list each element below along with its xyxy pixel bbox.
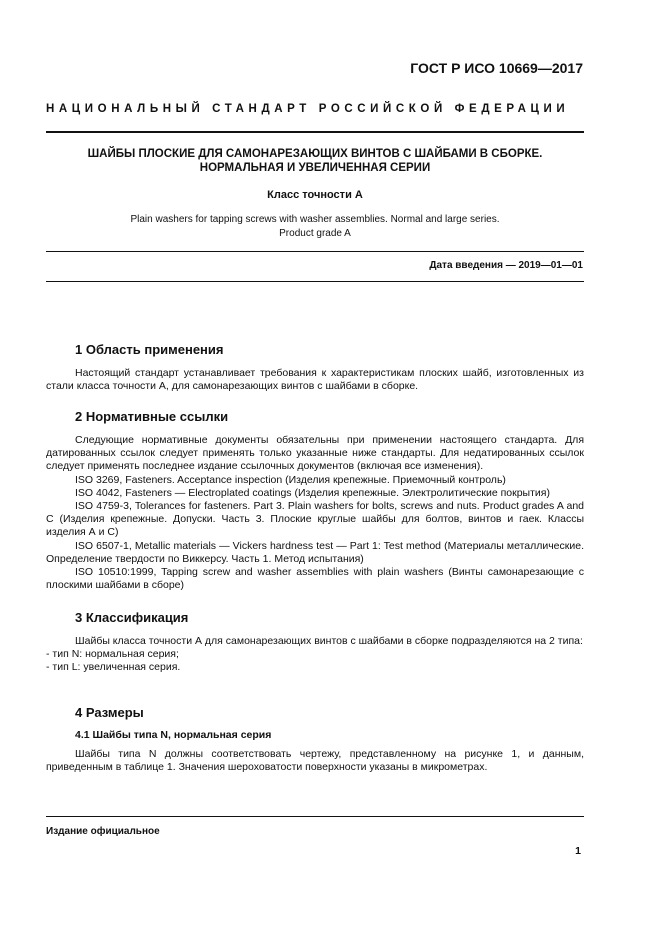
reference-item: ISO 6507-1, Metallic materials — Vickers hardness test — Part 1: Test method (Материалы металлические. Определение твердости по Виккерсу. Часть 1. Метод испытания) xyxy=(46,539,584,565)
footer-divider xyxy=(46,816,584,817)
title-line-2: НОРМАЛЬНАЯ И УВЕЛИЧЕННАЯ СЕРИИ xyxy=(199,162,431,174)
document-title xyxy=(46,147,584,175)
section-4-text xyxy=(46,748,584,774)
section-4-1-heading: 4.1 Шайбы типа N, нормальная серия xyxy=(75,729,272,741)
english-title xyxy=(46,213,584,241)
english-title-line-1: Plain washers for tapping screws with washer assemblies. Normal and large series. xyxy=(130,214,500,225)
date-divider xyxy=(46,281,584,282)
title-divider xyxy=(46,251,584,252)
reference-item: ISO 3269, Fasteners. Acceptance inspection (Изделия крепежные. Приемочный контроль) xyxy=(75,473,506,486)
page-number: 1 xyxy=(575,845,581,857)
title-line-1: ШАЙБЫ ПЛОСКИЕ ДЛЯ САМОНАРЕЗАЮЩИХ ВИНТОВ С ШАЙБАМИ В СБОРКЕ. xyxy=(87,148,543,160)
reference-item: ISO 10510:1999, Tapping screw and washer assemblies with plain washers (Винты самонарезающие с плоскими шайбами в сборе) xyxy=(46,566,584,592)
national-standard-banner: НАЦИОНАЛЬНЫЙ СТАНДАРТ РОССИЙСКОЙ ФЕДЕРАЦИИ xyxy=(46,103,570,115)
section-4-heading: 4 Размеры xyxy=(75,705,144,720)
dimensions-paragraph: Шайбы типа N должны соответствовать чертежу, представленному на рисунке 1, и данным, приведенным в таблице 1. Значения шероховатости поверхности указаны в микрометрах. xyxy=(46,748,584,774)
english-title-line-2: Product grade A xyxy=(279,228,351,239)
section-1-text xyxy=(46,367,584,393)
scope-paragraph: Настоящий стандарт устанавливает требования к характеристикам плоских шайб, изготовленных из стали класса точности А, для самонарезающих винтов с шайбами в сборке. xyxy=(46,367,584,393)
section-3-heading: 3 Классификация xyxy=(75,610,189,625)
reference-item: ISO 4042, Fasteners — Electroplated coatings (Изделия крепежные. Электролитические покрытия) xyxy=(75,486,550,499)
section-1-heading: 1 Область применения xyxy=(75,342,224,357)
official-edition-note: Издание официальное xyxy=(46,826,160,837)
document-code: ГОСТ Р ИСО 10669—2017 xyxy=(410,60,583,76)
section-2-heading: 2 Нормативные ссылки xyxy=(75,409,229,424)
document-subtitle: Класс точности А xyxy=(267,189,363,201)
section-2-text xyxy=(46,434,584,592)
reference-item: ISO 4759-3, Tolerances for fasteners. Part 3. Plain washers for bolts, screws and nuts. Product grades A and C (Изделия крепежные. Допуски. Часть 3. Плоские круглые шайбы для болтов, винтов и гаек. Классы изделия А и С) xyxy=(46,500,584,539)
references-intro: Следующие нормативные документы обязательны при применении настоящего стандарта. Для датированных ссылок следует применять только указанные ниже стандарты. Для недатированных ссылок следует применять последнее издание ссылочных документов (включая все изменения). xyxy=(46,434,584,473)
classification-paragraph: Шайбы класса точности А для самонарезающих винтов с шайбами в сборке подразделяются на 2 типа: xyxy=(75,635,583,647)
classification-item: - тип L: увеличенная серия. xyxy=(46,661,181,674)
section-3-text xyxy=(46,635,584,675)
classification-item: - тип N: нормальная серия; xyxy=(46,648,179,661)
introduction-date: Дата введения — 2019—01—01 xyxy=(429,260,583,271)
header-divider xyxy=(46,131,584,133)
